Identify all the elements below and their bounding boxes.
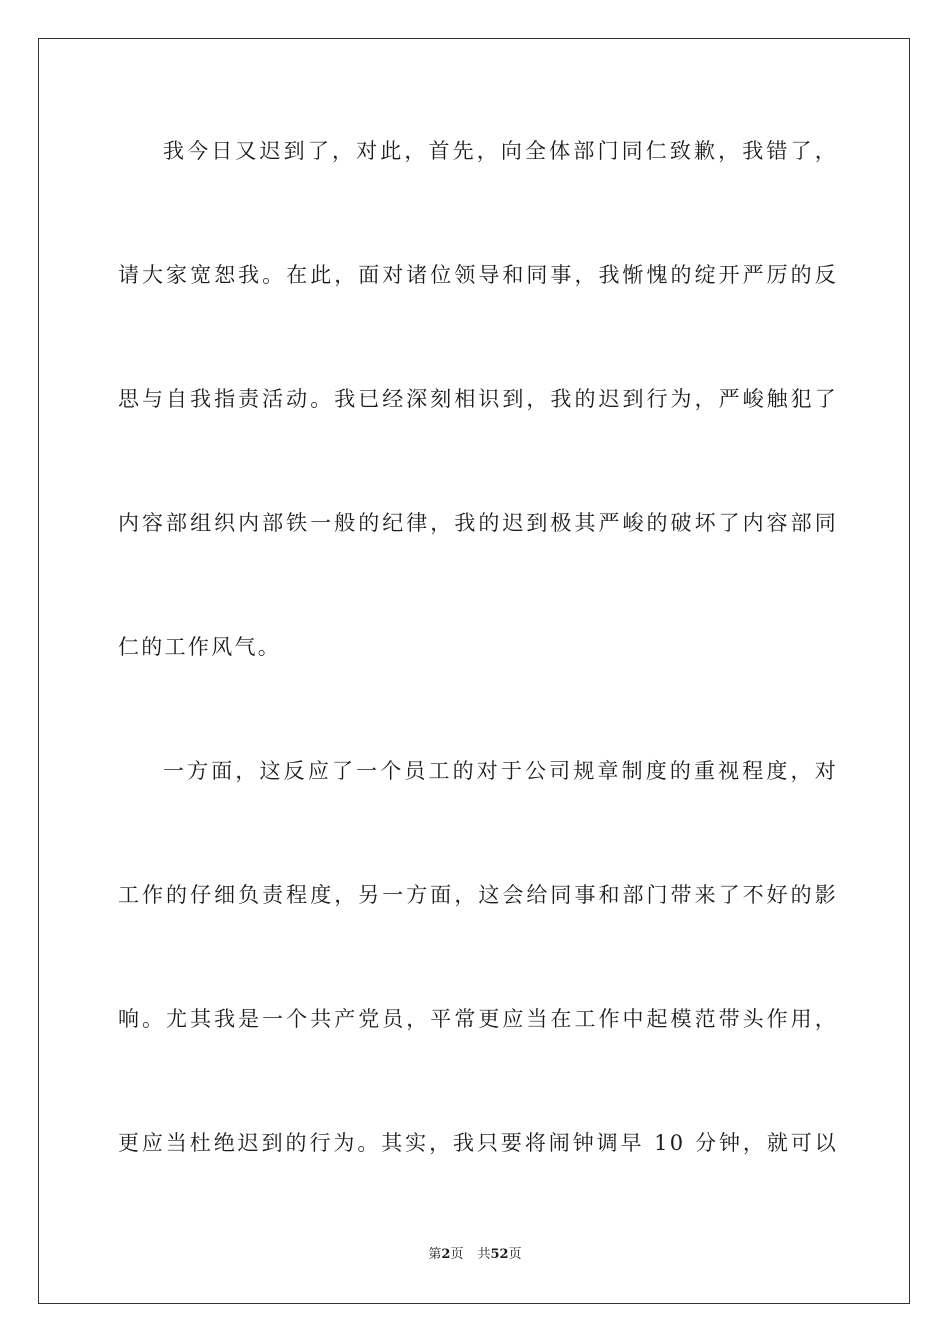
paragraph-line-9: 更应当杜绝迟到的行为。其实，我只要将闹钟调早 10 分钟，就可以 bbox=[118, 1131, 838, 1155]
page-border bbox=[38, 38, 910, 1304]
paragraph-line-1: 我今日又迟到了，对此，首先，向全体部门同仁致歉，我错了， bbox=[163, 139, 838, 163]
paragraph-line-8: 响。尤其我是一个共产党员，平常更应当在工作中起模范带头作用， bbox=[118, 1007, 838, 1031]
paragraph-line-6: 一方面，这反应了一个员工的对于公司规章制度的重视程度，对 bbox=[163, 759, 838, 783]
paragraph-line-3: 思与自我指责活动。我已经深刻相识到，我的迟到行为，严峻触犯了 bbox=[118, 387, 838, 411]
paragraph-line-5: 仁的工作风气。 bbox=[118, 635, 282, 659]
page-footer bbox=[0, 1246, 950, 1264]
paragraph-line-4: 内容部组织内部铁一般的纪律，我的迟到极其严峻的破坏了内容部同 bbox=[118, 511, 838, 535]
footer-page-suffix: 页 bbox=[450, 1247, 464, 1262]
footer-total-pages: 52 bbox=[490, 1247, 509, 1262]
footer-page-prefix: 第 bbox=[428, 1247, 442, 1262]
paragraph-line-7: 工作的仔细负责程度，另一方面，这会给同事和部门带来了不好的影 bbox=[118, 883, 838, 907]
footer-total-prefix: 共 bbox=[477, 1247, 491, 1262]
paragraph-line-2: 请大家宽恕我。在此，面对诸位领导和同事，我惭愧的绽开严厉的反 bbox=[118, 263, 838, 287]
footer-page-number: 2 bbox=[441, 1247, 451, 1262]
footer-total-suffix: 页 bbox=[508, 1247, 522, 1262]
